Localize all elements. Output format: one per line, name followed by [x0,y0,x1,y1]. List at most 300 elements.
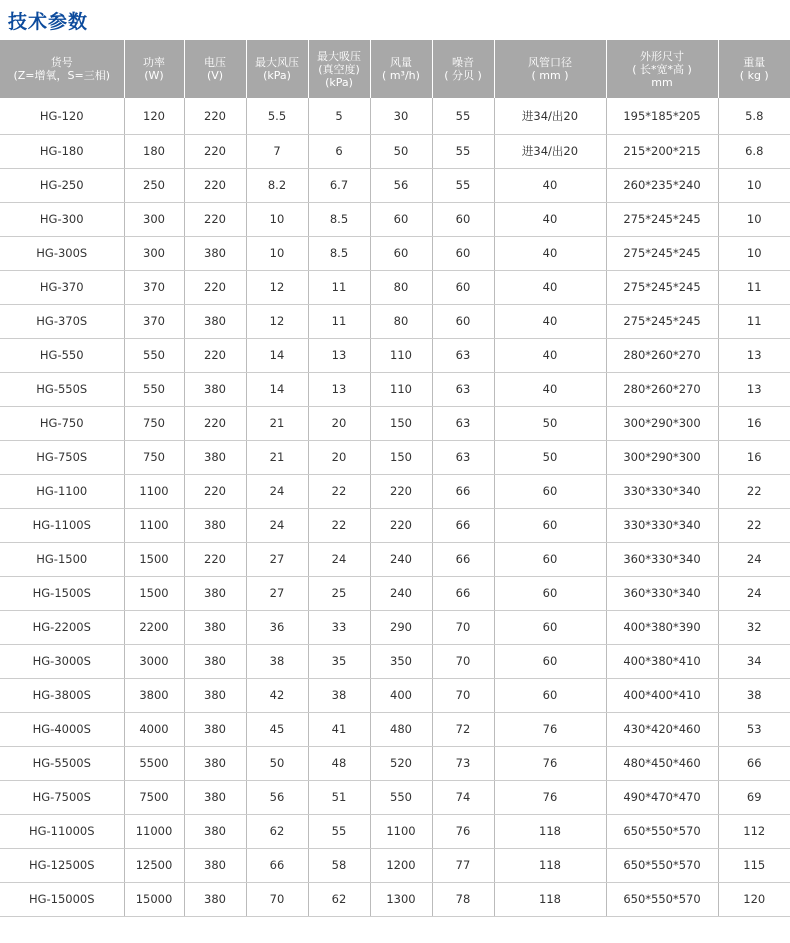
header-text: 货号 [50,56,73,69]
table-row [0,780,790,814]
cell-noise: 60 [432,236,494,270]
cell-voltage: 380 [184,508,246,542]
cell-dimensions: 360*330*340 [606,576,718,610]
cell-dimensions: 360*330*340 [606,542,718,576]
cell-weight: 112 [718,814,790,848]
header-weight [718,40,790,98]
cell-voltage: 380 [184,848,246,882]
cell-model: HG-750S [0,440,124,474]
cell-max-pressure: 24 [246,508,308,542]
cell-dimensions: 300*290*300 [606,406,718,440]
cell-max-vacuum: 33 [308,610,370,644]
cell-noise: 72 [432,712,494,746]
cell-airflow: 30 [370,98,432,134]
cell-model: HG-3800S [0,678,124,712]
cell-noise: 70 [432,644,494,678]
table-row [0,406,790,440]
cell-power: 12500 [124,848,184,882]
cell-airflow: 50 [370,134,432,168]
cell-power: 1500 [124,542,184,576]
header-text: ( mm ) [531,69,569,82]
cell-max-vacuum: 6.7 [308,168,370,202]
cell-dimensions: 215*200*215 [606,134,718,168]
cell-voltage: 220 [184,134,246,168]
cell-weight: 22 [718,508,790,542]
cell-dimensions: 275*245*245 [606,202,718,236]
cell-weight: 53 [718,712,790,746]
table-row [0,338,790,372]
cell-max-vacuum: 13 [308,372,370,406]
cell-max-vacuum: 20 [308,440,370,474]
cell-dimensions: 300*290*300 [606,440,718,474]
cell-weight: 69 [718,780,790,814]
cell-airflow: 520 [370,746,432,780]
cell-model: HG-120 [0,98,124,134]
header-model [0,40,124,98]
cell-dimensions: 195*185*205 [606,98,718,134]
cell-model: HG-11000S [0,814,124,848]
cell-voltage: 380 [184,576,246,610]
cell-airflow: 1100 [370,814,432,848]
cell-max-pressure: 24 [246,474,308,508]
cell-max-vacuum: 24 [308,542,370,576]
cell-power: 370 [124,304,184,338]
cell-dimensions: 430*420*460 [606,712,718,746]
cell-airflow: 220 [370,508,432,542]
header-text: (真空度) [318,62,360,76]
cell-noise: 55 [432,134,494,168]
table-row [0,848,790,882]
cell-power: 180 [124,134,184,168]
cell-max-pressure: 8.2 [246,168,308,202]
cell-airflow: 1200 [370,848,432,882]
cell-pipe-diameter: 118 [494,882,606,916]
cell-voltage: 380 [184,882,246,916]
cell-weight: 16 [718,440,790,474]
cell-noise: 77 [432,848,494,882]
cell-model: HG-300 [0,202,124,236]
table-row [0,542,790,576]
cell-airflow: 220 [370,474,432,508]
cell-pipe-diameter: 50 [494,440,606,474]
cell-noise: 63 [432,440,494,474]
cell-max-pressure: 10 [246,202,308,236]
header-dimensions [606,40,718,98]
cell-power: 15000 [124,882,184,916]
cell-pipe-diameter: 40 [494,304,606,338]
table-row [0,644,790,678]
cell-weight: 32 [718,610,790,644]
cell-airflow: 110 [370,372,432,406]
cell-noise: 63 [432,338,494,372]
cell-pipe-diameter: 40 [494,168,606,202]
cell-airflow: 80 [370,270,432,304]
cell-voltage: 380 [184,304,246,338]
cell-weight: 66 [718,746,790,780]
cell-pipe-diameter: 76 [494,780,606,814]
cell-weight: 11 [718,270,790,304]
cell-voltage: 380 [184,236,246,270]
cell-max-vacuum: 58 [308,848,370,882]
cell-voltage: 380 [184,814,246,848]
cell-weight: 34 [718,644,790,678]
cell-airflow: 240 [370,542,432,576]
cell-model: HG-5500S [0,746,124,780]
header-noise [432,40,494,98]
cell-model: HG-750 [0,406,124,440]
header-text: mm [651,75,673,89]
cell-power: 11000 [124,814,184,848]
cell-weight: 22 [718,474,790,508]
cell-power: 3800 [124,678,184,712]
table-row [0,576,790,610]
header-text: 噪音 [452,56,474,69]
table-row [0,474,790,508]
cell-max-pressure: 42 [246,678,308,712]
cell-noise: 55 [432,168,494,202]
cell-weight: 11 [718,304,790,338]
cell-weight: 5.8 [718,98,790,134]
cell-voltage: 380 [184,372,246,406]
cell-power: 4000 [124,712,184,746]
cell-airflow: 80 [370,304,432,338]
cell-max-pressure: 14 [246,338,308,372]
cell-max-vacuum: 62 [308,882,370,916]
cell-model: HG-4000S [0,712,124,746]
cell-pipe-diameter: 76 [494,746,606,780]
cell-power: 1100 [124,474,184,508]
cell-noise: 78 [432,882,494,916]
cell-noise: 55 [432,98,494,134]
cell-max-vacuum: 13 [308,338,370,372]
cell-dimensions: 275*245*245 [606,270,718,304]
header-text: 电压 [204,56,226,69]
cell-weight: 120 [718,882,790,916]
header-max-pressure [246,40,308,98]
cell-model: HG-2200S [0,610,124,644]
cell-dimensions: 280*260*270 [606,372,718,406]
cell-weight: 10 [718,236,790,270]
cell-noise: 63 [432,372,494,406]
cell-power: 370 [124,270,184,304]
cell-max-vacuum: 25 [308,576,370,610]
cell-dimensions: 275*245*245 [606,236,718,270]
cell-max-pressure: 12 [246,270,308,304]
cell-max-vacuum: 41 [308,712,370,746]
header-text: (kPa) [263,69,291,82]
header-text: ( m³/h) [382,69,420,82]
cell-power: 3000 [124,644,184,678]
cell-power: 750 [124,440,184,474]
cell-airflow: 1300 [370,882,432,916]
cell-max-pressure: 38 [246,644,308,678]
cell-model: HG-15000S [0,882,124,916]
cell-model: HG-180 [0,134,124,168]
table-row [0,678,790,712]
cell-voltage: 380 [184,712,246,746]
cell-pipe-diameter: 118 [494,848,606,882]
cell-pipe-diameter: 进34/出20 [494,134,606,168]
cell-noise: 60 [432,270,494,304]
cell-max-pressure: 56 [246,780,308,814]
header-text: (W) [144,69,164,82]
cell-airflow: 550 [370,780,432,814]
cell-model: HG-370S [0,304,124,338]
cell-weight: 10 [718,202,790,236]
header-text: 风管口径 [528,56,572,69]
cell-model: HG-370 [0,270,124,304]
cell-dimensions: 650*550*570 [606,814,718,848]
cell-pipe-diameter: 60 [494,644,606,678]
cell-max-vacuum: 20 [308,406,370,440]
cell-noise: 70 [432,678,494,712]
cell-pipe-diameter: 60 [494,508,606,542]
cell-weight: 13 [718,338,790,372]
cell-max-pressure: 62 [246,814,308,848]
cell-noise: 74 [432,780,494,814]
cell-model: HG-1500 [0,542,124,576]
cell-max-vacuum: 48 [308,746,370,780]
cell-model: HG-250 [0,168,124,202]
cell-pipe-diameter: 118 [494,814,606,848]
cell-max-pressure: 5.5 [246,98,308,134]
cell-pipe-diameter: 40 [494,236,606,270]
header-text: 风量 [390,56,412,69]
cell-model: HG-1500S [0,576,124,610]
cell-model: HG-1100 [0,474,124,508]
cell-noise: 63 [432,406,494,440]
cell-pipe-diameter: 60 [494,474,606,508]
table-row [0,712,790,746]
header-text: 重量 [743,56,766,69]
cell-max-vacuum: 35 [308,644,370,678]
cell-dimensions: 480*450*460 [606,746,718,780]
table-row [0,168,790,202]
cell-pipe-diameter: 60 [494,678,606,712]
table-row [0,508,790,542]
cell-voltage: 220 [184,168,246,202]
cell-power: 750 [124,406,184,440]
table-header [0,40,790,98]
cell-max-pressure: 27 [246,576,308,610]
cell-max-vacuum: 51 [308,780,370,814]
cell-airflow: 60 [370,236,432,270]
cell-power: 550 [124,372,184,406]
cell-max-vacuum: 5 [308,98,370,134]
cell-weight: 24 [718,576,790,610]
cell-model: HG-550 [0,338,124,372]
cell-noise: 76 [432,814,494,848]
cell-model: HG-300S [0,236,124,270]
header-text: (V) [206,69,224,82]
cell-airflow: 480 [370,712,432,746]
cell-voltage: 220 [184,202,246,236]
header-text: (Z=增氧，S=三相) [13,69,111,82]
header-text: (kPa) [325,75,353,89]
cell-max-pressure: 12 [246,304,308,338]
cell-dimensions: 490*470*470 [606,780,718,814]
cell-max-pressure: 50 [246,746,308,780]
cell-dimensions: 330*330*340 [606,508,718,542]
cell-weight: 16 [718,406,790,440]
cell-max-pressure: 36 [246,610,308,644]
cell-max-vacuum: 8.5 [308,202,370,236]
header-text: 外形尺寸 [640,49,684,63]
cell-power: 1100 [124,508,184,542]
cell-dimensions: 400*380*390 [606,610,718,644]
cell-max-vacuum: 11 [308,304,370,338]
header-text: ( 长*宽*高 ) [632,62,692,76]
cell-dimensions: 650*550*570 [606,882,718,916]
cell-power: 250 [124,168,184,202]
table-row [0,746,790,780]
header-airflow [370,40,432,98]
page-title: 技术参数 [8,11,89,33]
cell-max-pressure: 45 [246,712,308,746]
header-text: ( kg ) [739,69,769,82]
table-row [0,610,790,644]
cell-weight: 38 [718,678,790,712]
spec-table [0,40,790,917]
cell-noise: 60 [432,202,494,236]
cell-voltage: 220 [184,474,246,508]
cell-voltage: 220 [184,542,246,576]
cell-weight: 115 [718,848,790,882]
cell-model: HG-1100S [0,508,124,542]
cell-airflow: 56 [370,168,432,202]
header-row [0,40,790,98]
cell-noise: 66 [432,576,494,610]
header-max-vacuum [308,40,370,98]
cell-pipe-diameter: 76 [494,712,606,746]
cell-power: 120 [124,98,184,134]
header-text: 最大吸压 [317,49,361,63]
header-voltage [184,40,246,98]
cell-power: 2200 [124,610,184,644]
cell-pipe-diameter: 40 [494,202,606,236]
cell-pipe-diameter: 40 [494,338,606,372]
cell-noise: 73 [432,746,494,780]
cell-max-vacuum: 22 [308,474,370,508]
cell-pipe-diameter: 进34/出20 [494,98,606,134]
cell-pipe-diameter: 50 [494,406,606,440]
table-row [0,98,790,134]
cell-pipe-diameter: 60 [494,610,606,644]
cell-weight: 10 [718,168,790,202]
cell-dimensions: 400*400*410 [606,678,718,712]
cell-power: 7500 [124,780,184,814]
cell-pipe-diameter: 40 [494,372,606,406]
table-row [0,270,790,304]
cell-max-pressure: 7 [246,134,308,168]
header-pipe-diameter [494,40,606,98]
cell-noise: 66 [432,542,494,576]
table-row [0,372,790,406]
cell-weight: 13 [718,372,790,406]
cell-model: HG-12500S [0,848,124,882]
cell-dimensions: 650*550*570 [606,848,718,882]
cell-power: 300 [124,202,184,236]
cell-airflow: 60 [370,202,432,236]
cell-power: 5500 [124,746,184,780]
table-row [0,814,790,848]
cell-pipe-diameter: 60 [494,542,606,576]
cell-max-pressure: 21 [246,440,308,474]
cell-max-pressure: 21 [246,406,308,440]
cell-max-vacuum: 6 [308,134,370,168]
table-row [0,236,790,270]
cell-weight: 24 [718,542,790,576]
cell-voltage: 380 [184,610,246,644]
header-text: ( 分贝 ) [444,69,482,82]
cell-noise: 70 [432,610,494,644]
cell-airflow: 400 [370,678,432,712]
cell-max-vacuum: 22 [308,508,370,542]
cell-noise: 66 [432,474,494,508]
table-row [0,202,790,236]
cell-airflow: 240 [370,576,432,610]
cell-max-pressure: 27 [246,542,308,576]
cell-weight: 6.8 [718,134,790,168]
header-power [124,40,184,98]
cell-power: 550 [124,338,184,372]
cell-dimensions: 260*235*240 [606,168,718,202]
table-row [0,440,790,474]
cell-power: 1500 [124,576,184,610]
cell-voltage: 220 [184,406,246,440]
cell-max-vacuum: 11 [308,270,370,304]
cell-max-pressure: 10 [246,236,308,270]
cell-voltage: 380 [184,780,246,814]
cell-airflow: 350 [370,644,432,678]
cell-dimensions: 400*380*410 [606,644,718,678]
cell-dimensions: 330*330*340 [606,474,718,508]
cell-model: HG-3000S [0,644,124,678]
cell-airflow: 150 [370,406,432,440]
cell-voltage: 220 [184,98,246,134]
table-row [0,304,790,338]
cell-noise: 66 [432,508,494,542]
cell-power: 300 [124,236,184,270]
cell-max-vacuum: 55 [308,814,370,848]
cell-pipe-diameter: 40 [494,270,606,304]
cell-voltage: 380 [184,440,246,474]
header-text: 最大风压 [255,56,299,69]
cell-max-vacuum: 38 [308,678,370,712]
cell-max-vacuum: 8.5 [308,236,370,270]
cell-voltage: 380 [184,644,246,678]
cell-voltage: 380 [184,678,246,712]
cell-model: HG-7500S [0,780,124,814]
cell-airflow: 110 [370,338,432,372]
cell-voltage: 220 [184,270,246,304]
table-row [0,134,790,168]
cell-voltage: 380 [184,746,246,780]
cell-max-pressure: 14 [246,372,308,406]
cell-max-pressure: 70 [246,882,308,916]
cell-airflow: 150 [370,440,432,474]
cell-voltage: 220 [184,338,246,372]
cell-noise: 60 [432,304,494,338]
header-text: 功率 [143,56,165,69]
cell-model: HG-550S [0,372,124,406]
cell-max-pressure: 66 [246,848,308,882]
table-body [0,98,790,916]
cell-dimensions: 280*260*270 [606,338,718,372]
cell-airflow: 290 [370,610,432,644]
cell-dimensions: 275*245*245 [606,304,718,338]
cell-pipe-diameter: 60 [494,576,606,610]
